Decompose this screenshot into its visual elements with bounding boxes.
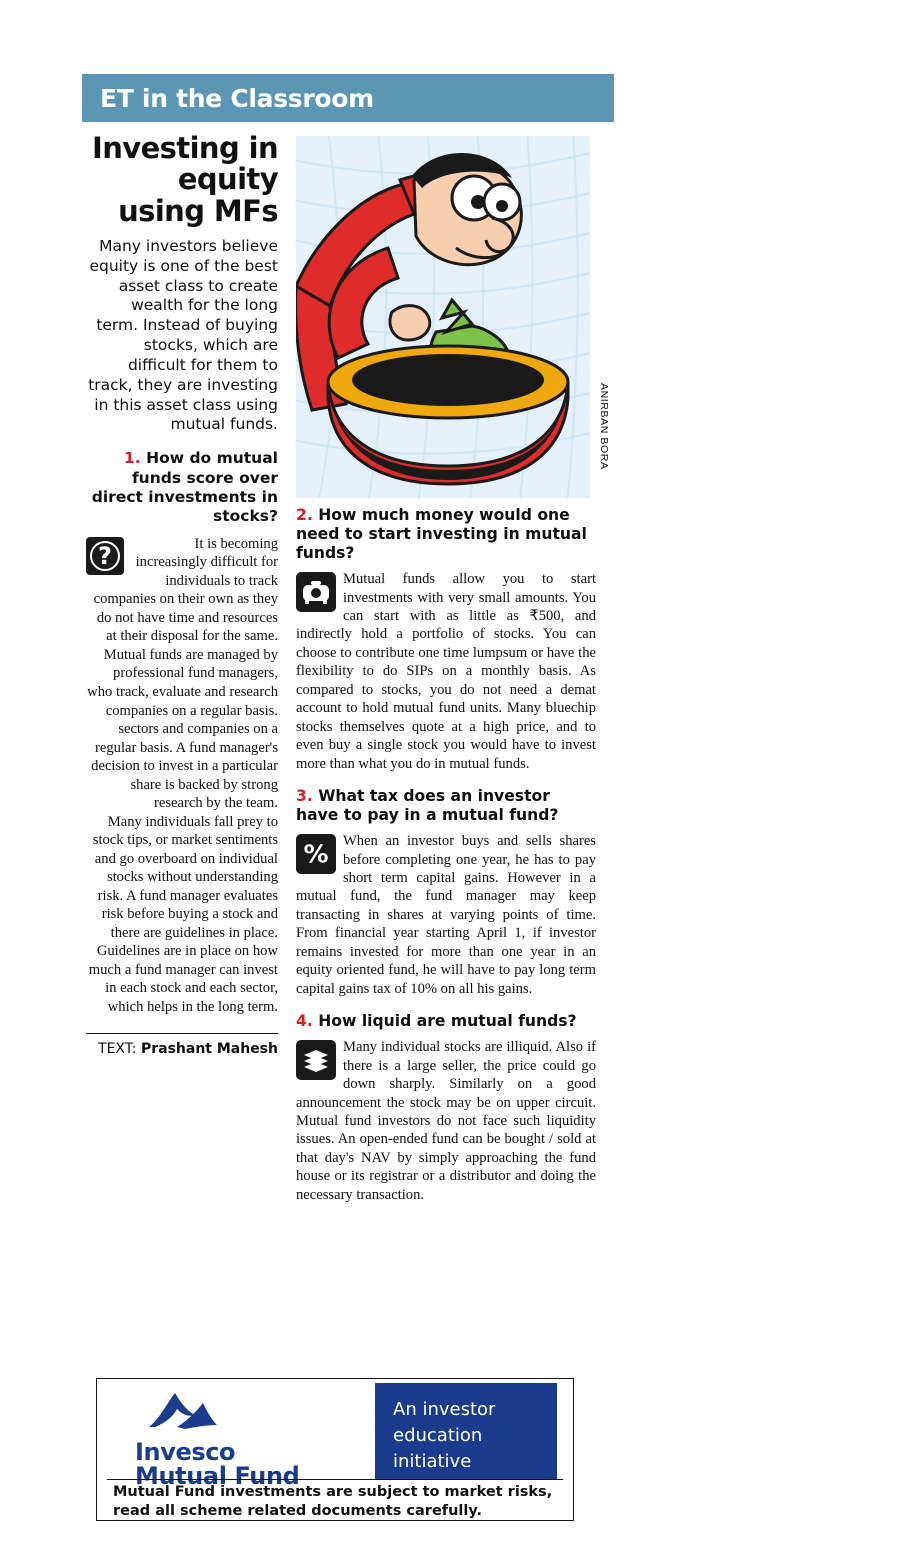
standfirst-text: Many investors believe equity is one of the best asset class to create wealth for the long term. Instead of buying stocks, which are difficult for them to track, they are investing in this asset class using mutual funds.	[88, 236, 278, 434]
question-1-paragraph-2: Many individuals fall prey to stock tips, or market sentiments and go overboard on individual stocks without understanding risk. A fund manager evaluates risk before buying a stock and there are guidelines in place. Guidelines are in place on how much a fund manager can invest in each stock and each sector, which helps in the long term.	[88, 813, 278, 1015]
piggy-bank-icon	[296, 572, 336, 612]
question-1-heading	[86, 449, 278, 527]
left-column	[86, 133, 278, 1057]
question-2-number: 2.	[296, 506, 313, 524]
illustration-artwork	[296, 136, 590, 498]
question-4-paragraph: Many individual stocks are illiquid. Also if there is a large seller, the price could go down sharply. Similarly on a good announcement the stock may be on upper circuit. Mutual fund investors do not face such liquidity issues. An open-ended fund can be bought / sold at that day's NAV by simply approaching the fund house or its registrar or a distributor and doing the necessary transaction.	[296, 1039, 596, 1203]
page-title: Investing in equity using MFs	[92, 131, 278, 228]
invesco-logo	[135, 1391, 335, 1488]
books-stack-icon	[296, 1040, 336, 1080]
text-credit-label: TEXT:	[98, 1040, 137, 1057]
question-mark-icon	[86, 537, 124, 575]
invesco-brand-line1: Invesco	[135, 1438, 236, 1466]
investor-education-initiative: An investor education initiative	[375, 1383, 557, 1479]
question-1-heading-text: How do mutual funds score over direct investments in stocks?	[91, 449, 278, 526]
question-4-heading	[296, 1012, 596, 1031]
sponsor-box	[96, 1378, 574, 1521]
question-4-heading-text: How liquid are mutual funds?	[318, 1012, 577, 1031]
masthead-title: ET in the Classroom	[100, 83, 374, 113]
right-column	[296, 506, 596, 1218]
risk-disclaimer: Mutual Fund investments are subject to market risks, read all scheme related documents carefully.	[113, 1484, 553, 1519]
question-3-heading-text: What tax does an investor have to pay in a mutual fund?	[296, 787, 559, 825]
question-2-body	[296, 570, 596, 773]
percent-icon: %	[296, 834, 336, 874]
question-4-number: 4.	[296, 1012, 313, 1031]
question-3-paragraph: When an investor buys and sells shares before completing one year, he has to pay short term capital gains. However in a mutual fund, the fund manager may keep transacting in shares at varying points of time. From financial year starting April 1, if investor remains invested for more than one year in an equity oriented fund, he will have to pay long term capital gains tax of 10% on all his gains.	[296, 833, 596, 997]
invesco-mountain-icon	[147, 1391, 219, 1433]
question-1-body	[86, 535, 278, 1017]
question-3-heading	[296, 787, 596, 825]
text-credit-name: Prashant Mahesh	[140, 1040, 278, 1057]
sponsor-top	[97, 1379, 573, 1490]
sponsor-divider	[107, 1479, 563, 1480]
question-3-number: 3.	[296, 787, 313, 806]
question-2-heading-text: How much money would one need to start investing in mutual funds?	[296, 506, 587, 563]
question-4-body	[296, 1038, 596, 1204]
text-credit	[86, 1033, 278, 1057]
question-3-body	[296, 832, 596, 998]
question-1-number: 1.	[124, 449, 141, 468]
illustration	[296, 136, 590, 498]
invesco-brand-line2: Mutual Fund	[135, 1462, 300, 1490]
masthead-banner	[82, 74, 614, 122]
invesco-wordmark	[135, 1440, 335, 1488]
question-2-heading	[296, 506, 596, 563]
question-1-paragraph-1: It is becoming increasingly difficult for individuals to track companies on their own as they do not have time and resources at their disposal for the same. Mutual funds are managed by professional fund managers, who track, evaluate and research companies on a regular basis. sectors and companies on a regular basis. A fund manager's decision to invest in a particular share is backed by strong research by the team.	[87, 535, 278, 812]
artist-credit: ANIRBAN BORA	[598, 383, 610, 470]
question-2-paragraph: Mutual funds allow you to start investments with very small amounts. You can start with as little as ₹500, and indirectly hold a portfolio of stocks. You can choose to contribute one time lumpsum or have the flexibility to do SIPs on a monthly basis. As compared to stocks, you do not need a demat account to hold mutual fund units. Many bluechip stocks themselves quote at a high price, and to even buy a single stock you would have to invest more than what you do in mutual funds.	[296, 571, 596, 772]
